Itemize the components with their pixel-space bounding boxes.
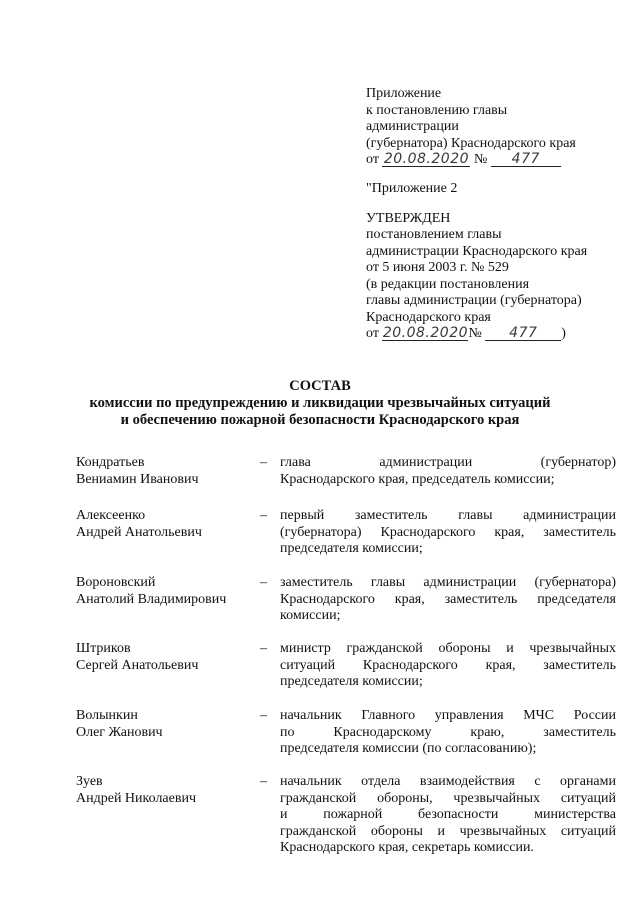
member-role-line: начальник отдела взаимодействия с органами — [280, 774, 616, 789]
member-role-line: и пожарной безопасности министерства — [280, 807, 616, 822]
member-role-line: заместитель главы администрации (губернатора) — [280, 575, 616, 590]
document-title — [0, 378, 640, 429]
member-given-name: Олег Жанович — [76, 724, 163, 740]
member-role-line: комиссии; — [280, 608, 341, 623]
dash: – — [260, 774, 267, 789]
member-role-line: по Краснодарскому краю, заместитель — [280, 724, 616, 740]
member-role-line: гражданской обороны, чрезвычайных ситуаций — [280, 790, 616, 806]
date-prefix: от — [366, 152, 379, 167]
member-surname: Алексеенко — [76, 508, 146, 523]
member-surname: Волынкин — [76, 708, 138, 723]
approved-label: УТВЕРЖДЕН — [366, 210, 451, 226]
member-role-line: глава администрации (губернатор) — [280, 455, 616, 470]
handwritten-date: 20.08.2020 — [383, 151, 470, 167]
member-role-line: министр гражданской обороны и чрезвычайных — [280, 641, 616, 656]
dash: – — [260, 508, 267, 523]
date-prefix: от — [366, 326, 379, 341]
member-role-line: (губернатора) Краснодарского края, заместитель — [280, 524, 616, 540]
dash: – — [260, 641, 267, 656]
member-role-line: Краснодарского края, заместитель председателя — [280, 591, 616, 607]
member-role-line: Краснодарского края, секретарь комиссии. — [280, 840, 534, 855]
approval-line: от 5 июня 2003 г. № 529 — [366, 260, 509, 275]
member-surname: Зуев — [76, 774, 103, 789]
member-role-line: председателя комиссии (по согласованию); — [280, 741, 537, 756]
member-surname: Вороновский — [76, 575, 156, 590]
member-given-name: Вениамин Иванович — [76, 471, 199, 487]
member-role-line: председателя комиссии; — [280, 541, 423, 556]
member-role-line: гражданской обороны и чрезвычайных ситуаций — [280, 823, 616, 839]
member-surname: Кондратьев — [76, 455, 145, 470]
member-role-line: начальник Главного управления МЧС России — [280, 708, 616, 723]
handwritten-date: 20.08.2020 — [382, 325, 469, 341]
approval-date-line — [366, 326, 587, 343]
appendix-line: Приложение — [366, 86, 442, 101]
member-role-line: первый заместитель главы администрации — [280, 508, 616, 523]
number-sign: № — [473, 152, 488, 167]
member-given-name: Анатолий Владимирович — [76, 591, 227, 607]
appendix-label: "Приложение 2 — [366, 181, 458, 196]
approval-line: главы администрации (губернатора) — [366, 293, 582, 308]
member-role-line: председателя комиссии; — [280, 674, 423, 689]
dash: – — [260, 708, 267, 723]
appendix-stamp — [366, 86, 576, 169]
member-given-name: Андрей Николаевич — [76, 790, 196, 806]
title-line: комиссии по предупреждению и ликвидации чрезвычайных ситуаций — [89, 395, 551, 411]
member-surname: Штриков — [76, 641, 131, 656]
approval-line: Краснодарского края — [366, 309, 491, 325]
appendix-line: (губернатора) Краснодарского края — [366, 135, 576, 151]
approval-line: (в редакции постановления — [366, 276, 530, 292]
dash: – — [260, 455, 267, 470]
member-given-name: Андрей Анатольевич — [76, 524, 202, 540]
approval-line: администрации Краснодарского края — [366, 243, 588, 259]
appendix-date-line — [366, 152, 576, 169]
member-role-line: Краснодарского края, председатель комиссии; — [280, 471, 555, 487]
handwritten-number: 477 — [491, 152, 561, 167]
approval-line: постановлением главы — [366, 227, 502, 242]
appendix-line: администрации — [366, 119, 459, 134]
handwritten-number: 477 — [485, 326, 561, 341]
member-given-name: Сергей Анатольевич — [76, 657, 199, 673]
approval-stamp — [366, 181, 587, 343]
member-role-line: ситуаций Краснодарского края, заместитель — [280, 657, 616, 673]
title-line: и обеспечению пожарной безопасности Краснодарского края — [120, 412, 520, 428]
title-heading: СОСТАВ — [289, 378, 351, 394]
close-paren: ) — [561, 326, 566, 341]
appendix-line: к постановлению главы — [366, 102, 508, 118]
dash: – — [260, 575, 267, 590]
number-sign: № — [468, 326, 482, 341]
